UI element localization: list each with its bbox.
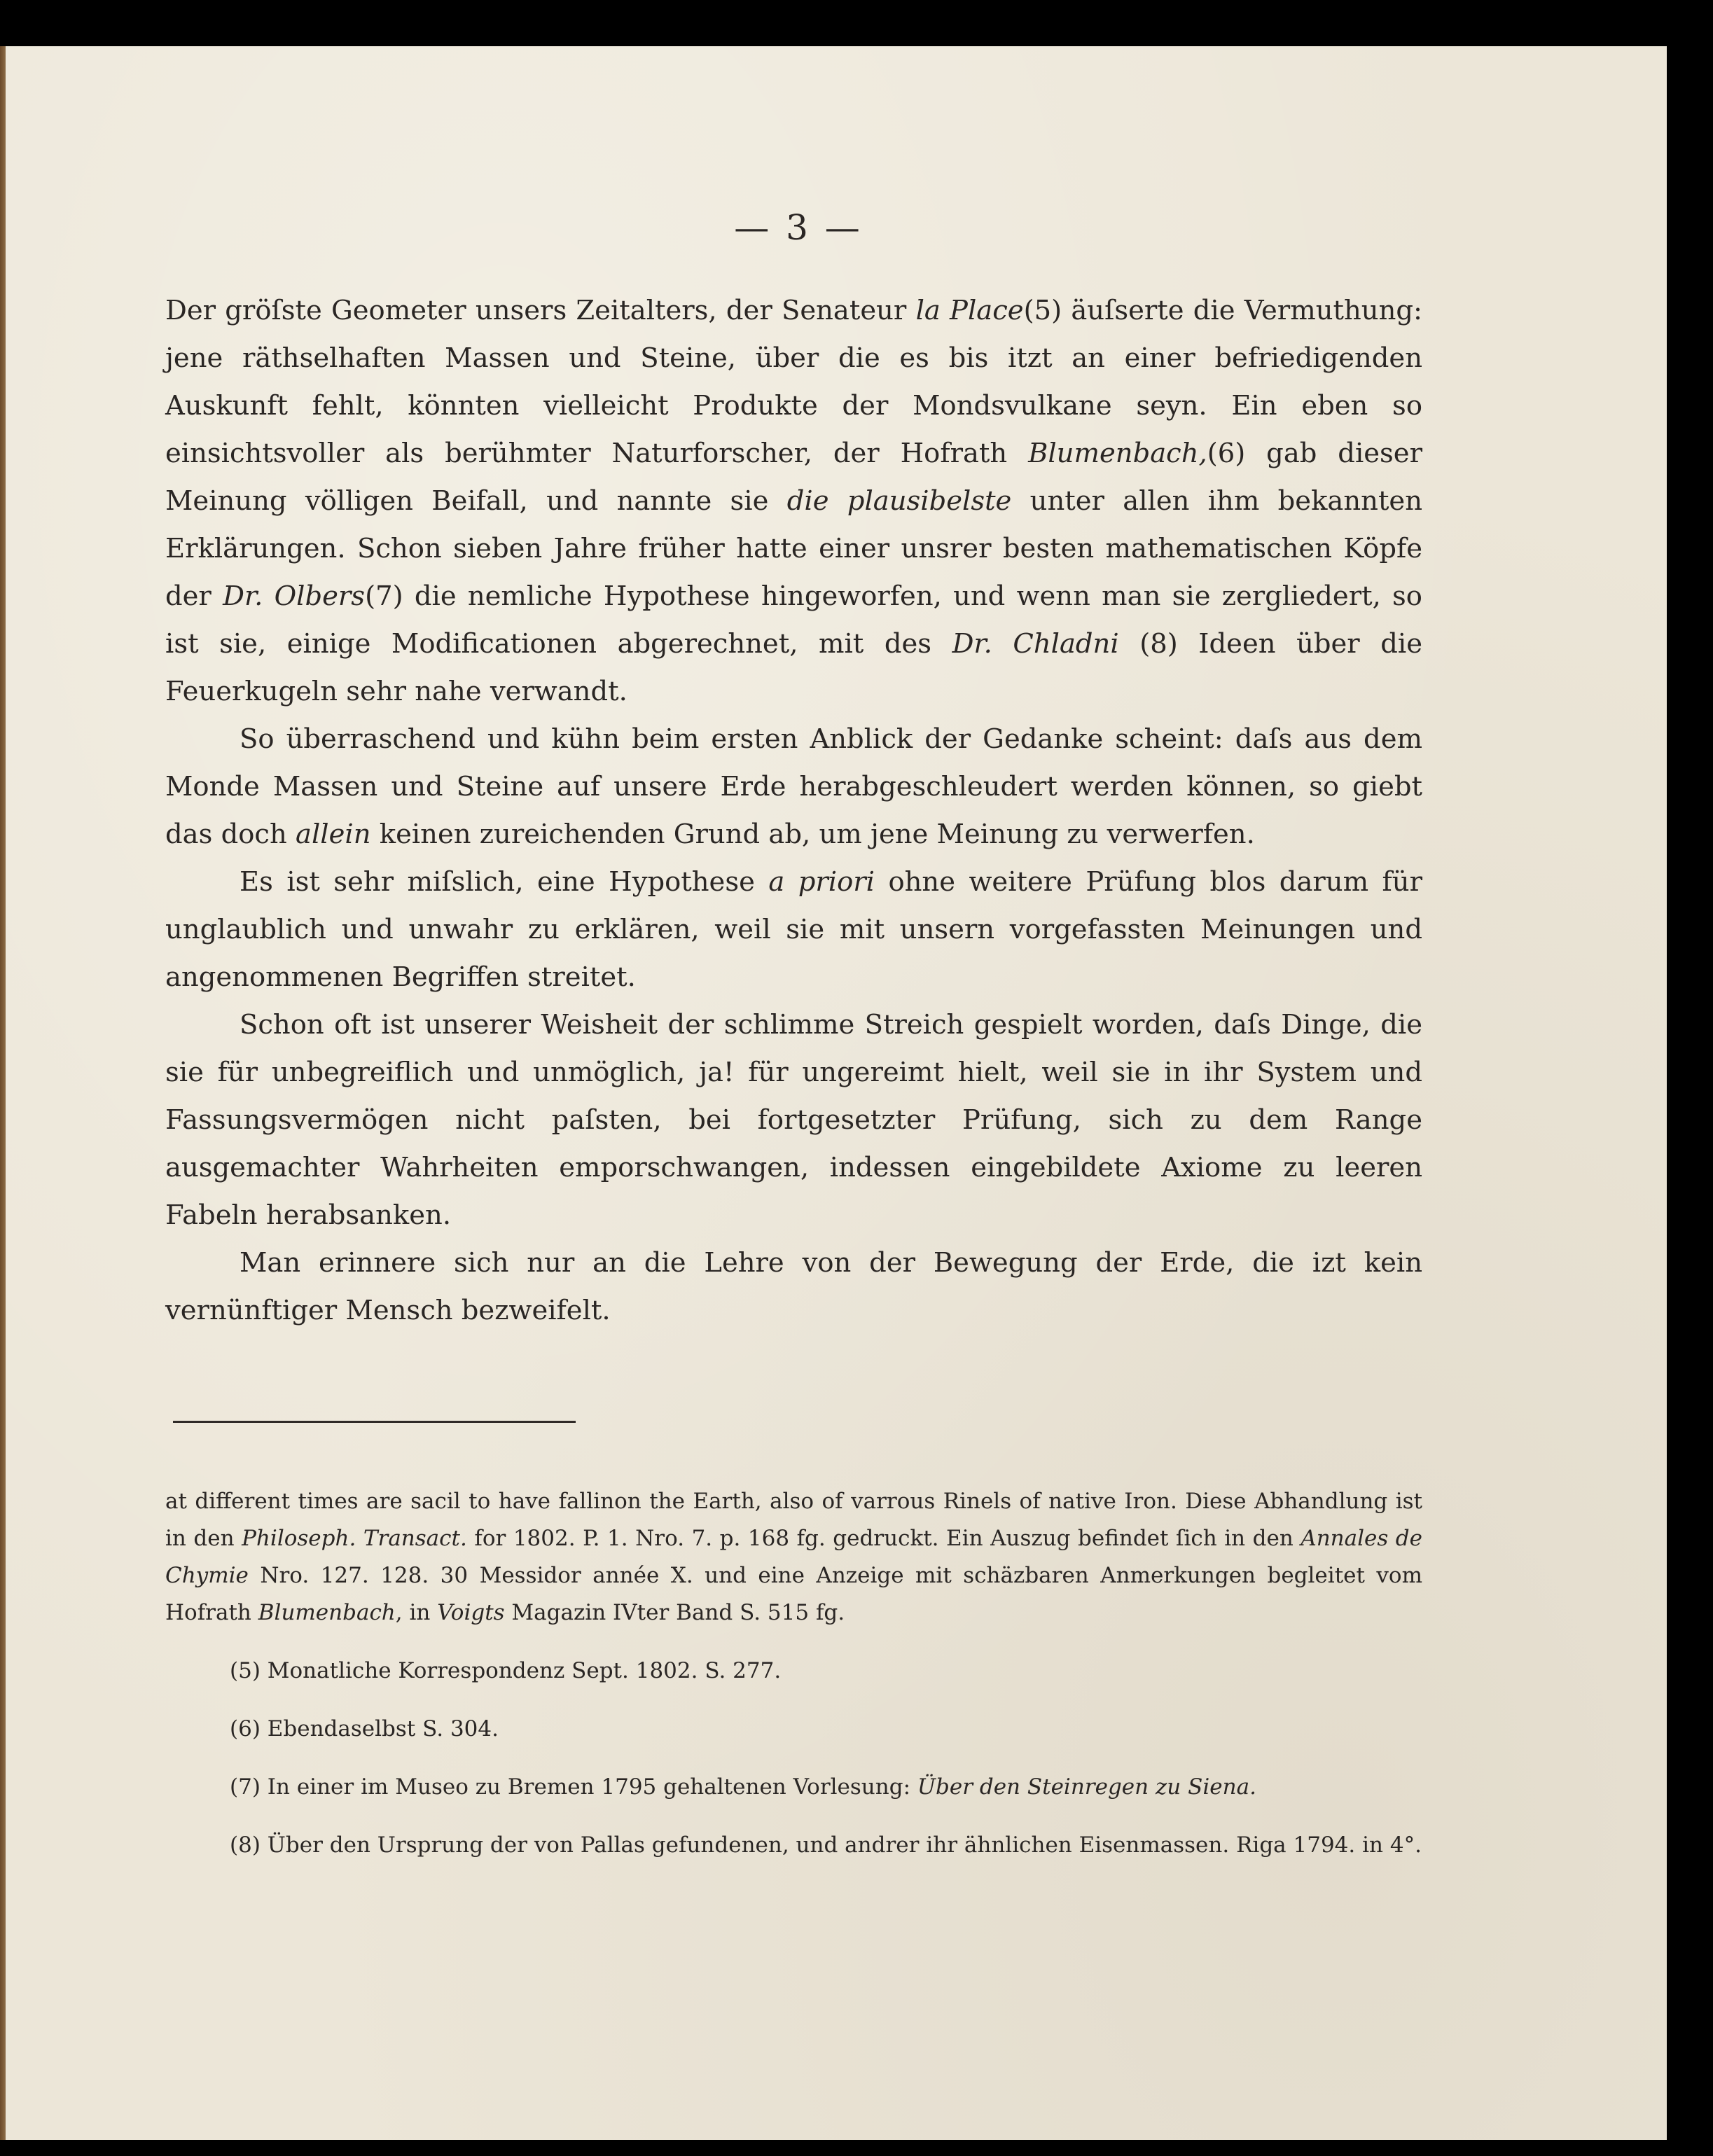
paragraph bbox=[165, 858, 1422, 1001]
italic-text-run: Voigts bbox=[437, 1600, 505, 1625]
italic-text-run: Blumenbach, bbox=[1028, 438, 1207, 469]
text-run: for 1802. P. 1. Nro. 7. p. 168 fg. gedruckt. Ein Auszug befindet ſich in den bbox=[466, 1526, 1301, 1551]
italic-text-run: Dr. Chladni bbox=[952, 628, 1119, 660]
text-run: (8) Über den Ursprung der von Pallas gefundenen, und andrer ihr ähnlichen Eisenmassen. Riga 1794. in 4°. bbox=[230, 1832, 1422, 1858]
text-run: Schon oft ist unserer Weisheit der schlimme Streich gespielt worden, daſs Dinge, die sie für unbegreiflich und unmöglich, ja! für ungereimt hielt, weil sie in ihr System und Fassungsvermögen nicht paſsten, bei fortgesetzter Prüfung, sich zu dem Range ausgemachter Wahrheiten emporschwangen, indessen eingebildete Axiome zu leeren Fabeln herabsanken. bbox=[165, 1009, 1422, 1231]
text-run: Der gröſste Geometer unsers Zeitalters, der Senateur bbox=[165, 295, 916, 326]
italic-text-run: Dr. Olbers bbox=[223, 580, 366, 612]
text-run: , in bbox=[395, 1600, 438, 1625]
italic-text-run: Philoseph. Transact. bbox=[242, 1526, 467, 1551]
page-number: — 3 — bbox=[734, 207, 863, 248]
text-run: Nro. 127. 128. 30 Messidor année X. und eine Anzeige mit schäzbaren Anmerkungen begleitet vom Hofrath bbox=[165, 1563, 1422, 1625]
paragraph bbox=[165, 287, 1422, 716]
footnote bbox=[165, 1653, 1422, 1690]
text-run: (5) äuſserte die Vermuthung: jene räthselhaften Massen und Steine, über die es bis itzt an einer befriedigenden Auskunft fehlt, könnten vielleicht Produkte der Mondsvulkane seyn. Ein eben so einsichtsvoller als berühmter Naturforscher, der Hofrath bbox=[165, 295, 1422, 469]
footnote bbox=[165, 1827, 1422, 1864]
footnote bbox=[165, 1711, 1422, 1748]
text-run: (5) Monatliche Korrespondenz Sept. 1802. S. 277. bbox=[230, 1658, 782, 1683]
footnotes bbox=[165, 1483, 1422, 1864]
italic-text-run: Über den Steinregen zu Siena. bbox=[917, 1774, 1256, 1800]
text-run: keinen zureichenden Grund ab, um jene Meinung zu verwerfen. bbox=[370, 819, 1255, 850]
italic-text-run: allein bbox=[296, 819, 371, 850]
paragraph bbox=[165, 1001, 1422, 1239]
text-run: Magazin IVter Band S. 515 fg. bbox=[504, 1600, 845, 1625]
italic-text-run: Annales de Chymie bbox=[165, 1526, 1422, 1588]
text-run: (8) Ideen über die Feuerkugeln sehr nahe verwandt. bbox=[165, 628, 1422, 707]
footnote-rule bbox=[173, 1421, 576, 1423]
italic-text-run: Blumenbach bbox=[258, 1600, 396, 1625]
text-run: at different times are sacil to have fallinon the Earth, also of varrous Rinels of native Iron. Diese Abhandlung ist in den bbox=[165, 1489, 1422, 1551]
text-run: unter allen ihm bekannten Erklärungen. Schon sieben Jahre früher hatte einer unsrer besten mathematischen Köpfe der bbox=[165, 485, 1423, 612]
italic-text-run: a priori bbox=[768, 866, 875, 898]
text-run: (6) gab dieser Meinung völligen Beifall, und nannte sie bbox=[165, 438, 1422, 517]
text-run: (6) Ebendaselbst S. 304. bbox=[230, 1716, 499, 1741]
footnote bbox=[165, 1483, 1422, 1632]
text-run: ohne weitere Prüfung blos darum für unglaublich und unwahr zu erklären, weil sie mit unsern vorgefassten Meinungen und angenommenen Begriffen streitet. bbox=[165, 866, 1423, 993]
text-run: Es ist sehr miſslich, eine Hypothese bbox=[240, 866, 769, 898]
paragraph bbox=[165, 716, 1422, 858]
main-text bbox=[165, 287, 1422, 1335]
text-run: (7) die nemliche Hypothese hingeworfen, und wenn man sie zergliedert, so ist sie, einige Modificationen abgerechnet, mit des bbox=[165, 580, 1422, 660]
italic-text-run: la Place bbox=[915, 295, 1024, 326]
text-run: So überraschend und kühn beim ersten Anblick der Gedanke scheint: daſs aus dem Monde Massen und Steine auf unsere Erde herabgeschleudert werden können, so giebt das doch bbox=[165, 723, 1422, 850]
text-run: Man erinnere sich nur an die Lehre von der Bewegung der Erde, die izt kein vernünftiger Mensch bezweifelt. bbox=[165, 1247, 1422, 1326]
italic-text-run: die plausibelste bbox=[786, 485, 1012, 517]
paragraph bbox=[165, 1239, 1422, 1335]
footnote bbox=[165, 1769, 1422, 1806]
text-run: (7) In einer im Museo zu Bremen 1795 gehaltenen Vorlesung: bbox=[230, 1774, 917, 1800]
